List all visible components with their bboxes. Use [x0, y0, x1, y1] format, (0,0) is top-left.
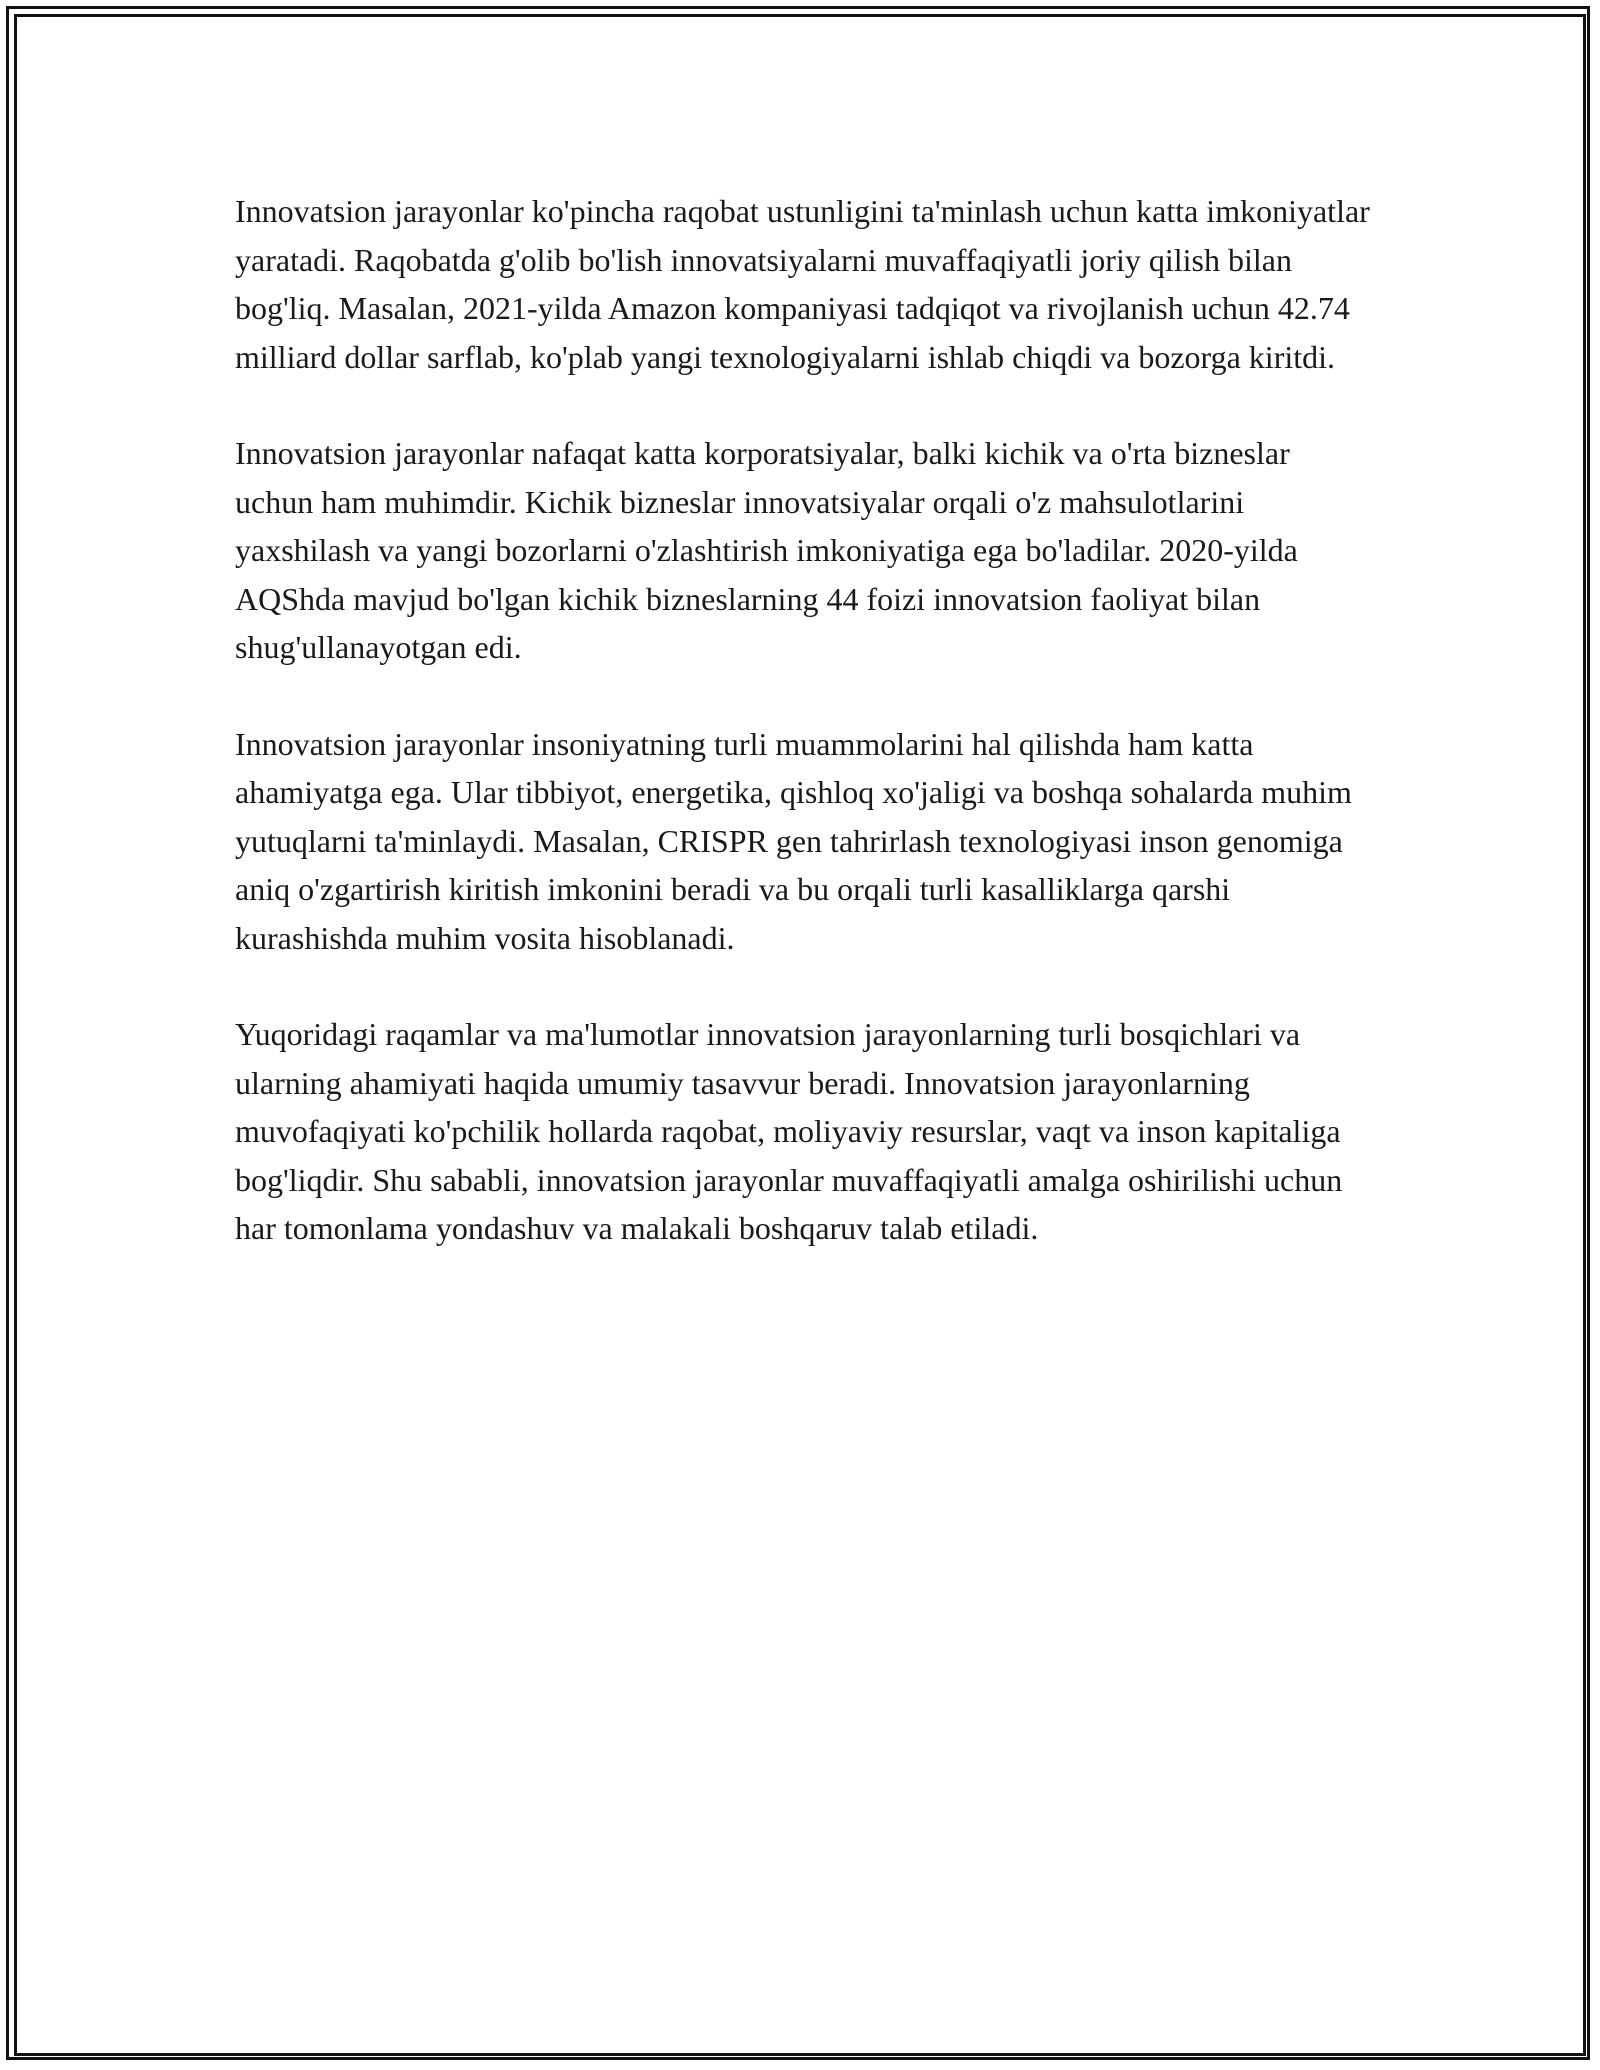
paragraph-2: Innovatsion jarayonlar nafaqat katta korporatsiyalar, balki kichik va o'rta bizneslar uchun ham muhimdir. Kichik bizneslar innovatsiyalar orqali o'z mahsulotlarini yaxshilash va yangi bozorlarni o'zlashtirish imkoniyatiga ega bo'ladilar. 2020-yilda AQShda mavjud bo'lgan kichik bizneslarning 44 foizi innovatsion faoliyat bilan shug'ullanayotgan edi.	[235, 435, 1298, 665]
paragraph-4: Yuqoridagi raqamlar va ma'lumotlar innovatsion jarayonlarning turli bosqichlari va ularning ahamiyati haqida umumiy tasavvur beradi. Innovatsion jarayonlarning muvofaqiyati ko'pchilik hollarda raqobat, moliyaviy resurslar, vaqt va inson kapitaliga bog'liqdir. Shu sababli, innovatsion jarayonlar muvaffaqiyatli amalga oshirilishi uchun har tomonlama yondashuv va malakali boshqaruv talab etiladi.	[235, 1016, 1343, 1246]
paragraph-3: Innovatsion jarayonlar insoniyatning turli muammolarini hal qilishda ham katta ahamiyatga ega. Ular tibbiyot, energetika, qishloq xo'jaligi va boshqa sohalarda muhim yutuqlarni ta'minlaydi. Masalan, CRISPR gen tahrirlash texnologiyasi inson genomiga aniq o'zgartirish kiritish imkonini beradi va bu orqali turli kasalliklarga qarshi kurashishda muhim vosita hisoblanadi.	[235, 725, 1352, 956]
document-body	[235, 187, 1370, 1301]
paragraph-1: Innovatsion jarayonlar ko'pincha raqobat ustunligini ta'minlash uchun katta imkoniyatlar yaratadi. Raqobatda g'olib bo'lish innovatsiyalarni muvaffaqiyatli joriy qilish bilan bog'liq. Masalan, 2021-yilda Amazon kompaniyasi tadqiqot va rivojlanish uchun 42.74 milliard dollar sarflab, ko'plab yangi texnologiyalarni ishlab chiqdi va bozorga kiritdi.	[235, 193, 1370, 375]
